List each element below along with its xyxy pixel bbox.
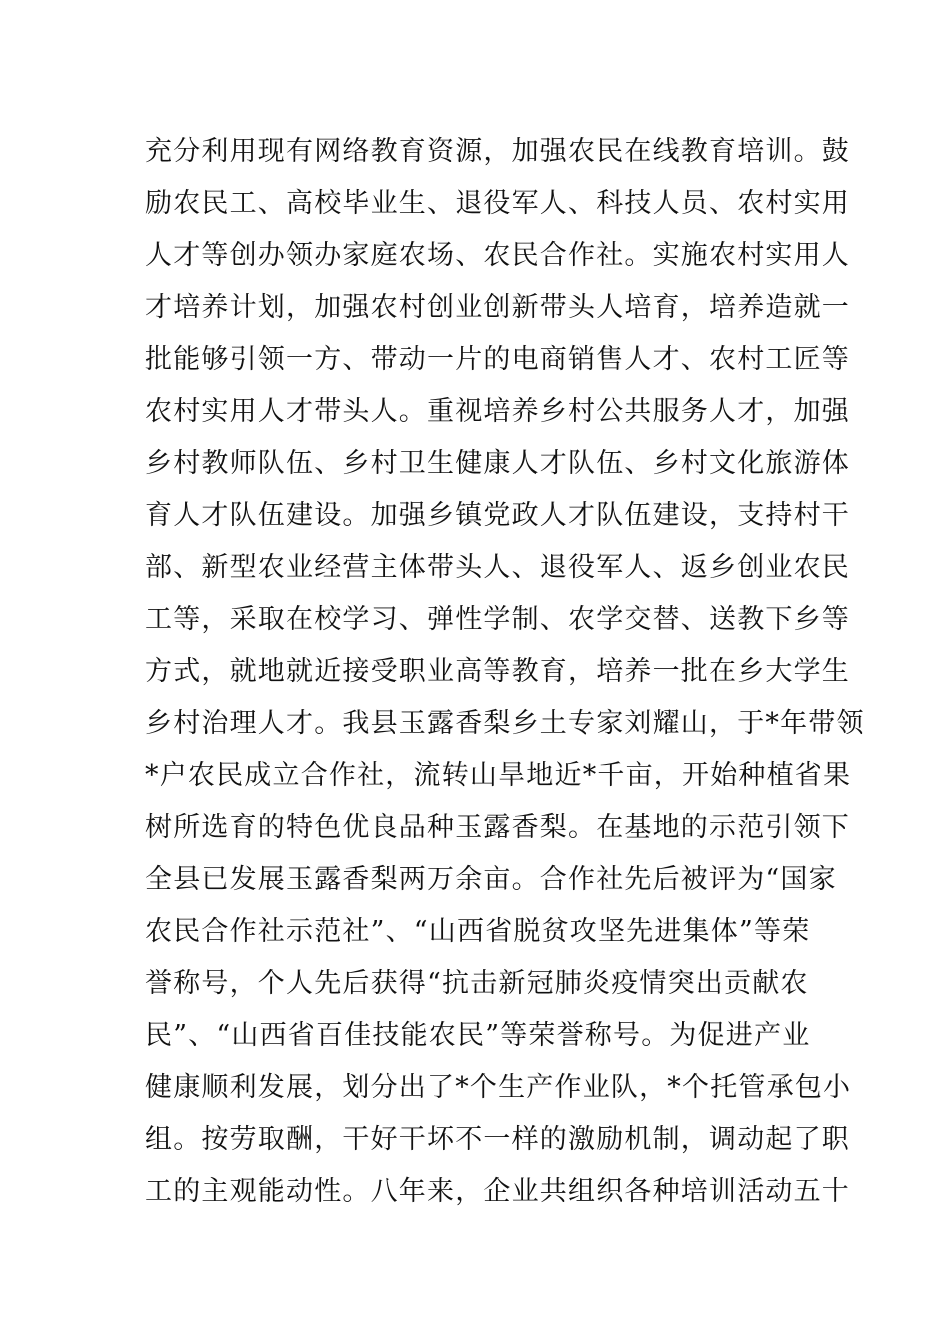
text-line: 充分利用现有网络教育资源，加强农民在线教育培训。鼓 <box>145 136 850 167</box>
text-line: 乡村教师队伍、乡村卫生健康人才队伍、乡村文化旅游体 <box>145 448 850 479</box>
text-line: 育人才队伍建设。加强乡镇党政人才队伍建设，支持村干 <box>145 500 850 531</box>
text-line: 农村实用人才带头人。重视培养乡村公共服务人才，加强 <box>145 396 850 427</box>
text-line: 才培养计划，加强农村创业创新带头人培育，培养造就一 <box>145 292 850 323</box>
text-line: 誉称号，个人先后获得“抗击新冠肺炎疫情突出贡献农 <box>145 968 809 999</box>
text-line: 健康顺利发展，划分出了*个生产作业队，*个托管承包小 <box>145 1072 852 1103</box>
text-line: 组。按劳取酬，干好干坏不一样的激励机制，调动起了职 <box>145 1124 850 1155</box>
text-line: 乡村治理人才。我县玉露香梨乡土专家刘耀山，于*年带领 <box>145 708 865 739</box>
body-paragraph <box>145 126 865 1218</box>
text-line: 树所选育的特色优良品种玉露香梨。在基地的示范引领下 <box>145 812 850 843</box>
text-line: 农民合作社示范社”、“山西省脱贫攻坚先进集体”等荣 <box>145 916 811 947</box>
text-line: 批能够引领一方、带动一片的电商销售人才、农村工匠等 <box>145 344 850 375</box>
text-line: 方式，就地就近接受职业高等教育，培养一批在乡大学生 <box>145 656 850 687</box>
text-line: 励农民工、高校毕业生、退役军人、科技人员、农村实用 <box>145 188 850 219</box>
text-line: *户农民成立合作社，流转山旱地近*千亩，开始种植省果 <box>145 760 852 791</box>
text-line: 工等，采取在校学习、弹性学制、农学交替、送教下乡等 <box>145 604 850 635</box>
text-line: 人才等创办领办家庭农场、农民合作社。实施农村实用人 <box>145 240 850 271</box>
text-line: 工的主观能动性。八年来，企业共组织各种培训活动五十 <box>145 1176 850 1207</box>
text-line: 全县已发展玉露香梨两万余亩。合作社先后被评为“国家 <box>145 864 837 895</box>
text-line: 民”、“山西省百佳技能农民”等荣誉称号。为促进产业 <box>145 1020 811 1051</box>
text-line: 部、新型农业经营主体带头人、退役军人、返乡创业农民 <box>145 552 850 583</box>
